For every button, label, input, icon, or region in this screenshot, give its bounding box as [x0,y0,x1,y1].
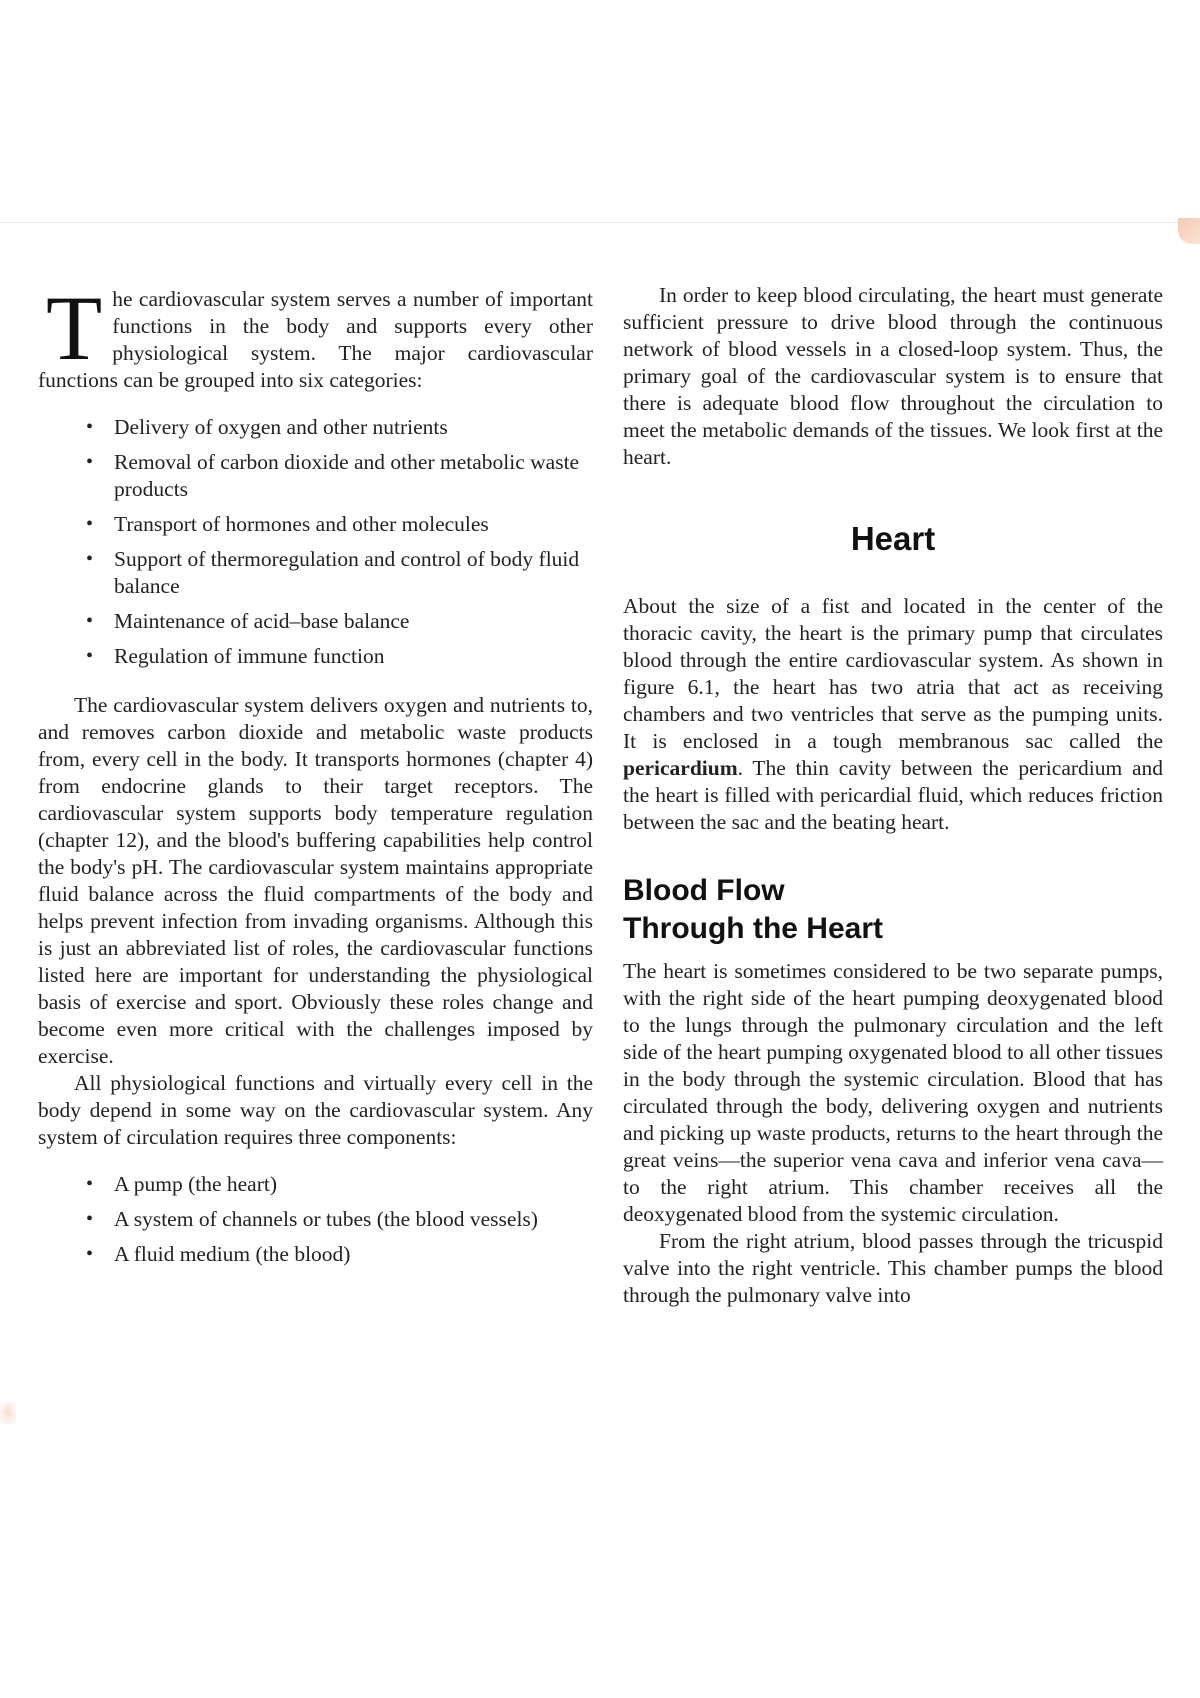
bullet-icon: • [86,548,94,570]
list-item [74,511,593,538]
components-list [38,1171,593,1268]
body-paragraph: From the right atrium, blood passes through the tricuspid valve into the right ventricle. This chamber pumps the blood through the pulmonary valve into [623,1229,1163,1307]
list-item-text: Regulation of immune function [114,644,385,668]
list-item-text: Maintenance of acid–base balance [114,609,410,633]
drop-cap: T [46,277,103,379]
functions-list [38,414,593,670]
list-item [74,546,593,600]
heart-text-after: . The thin cavity between the pericardium and the heart is filled with pericardial fluid, which reduces friction between the sac and the beating heart. [623,756,1163,834]
intro-text: he cardiovascular system serves a number of important functions in the body and supports every other physiological system. The major cardiovascular functions can be grouped into six categories: [38,287,593,392]
bullet-icon: • [86,610,94,632]
list-item [74,608,593,635]
list-item-text: Delivery of oxygen and other nutrients [114,415,448,439]
list-item-text: A fluid medium (the blood) [114,1242,351,1266]
list-item-text: Support of thermoregulation and control of body fluid balance [114,547,580,598]
list-item [74,1171,593,1198]
body-paragraph: In order to keep blood circulating, the heart must generate sufficient pressure to drive blood through the continuous network of blood vessels in a closed-loop system. Thus, the primary goal of the cardiovascular system is to ensure that there is adequate blood flow throughout the circulation to meet the metabolic demands of the tissues. We look first at the heart. [623,283,1163,469]
bullet-icon: • [86,451,94,473]
section-heading-heart: Heart [850,520,936,557]
page-edge-mark [0,1402,16,1424]
left-column [38,277,593,1290]
list-item [74,1206,593,1233]
bullet-icon: • [86,416,94,438]
list-item-text: Removal of carbon dioxide and other metabolic waste products [114,450,580,501]
heart-text-before: About the size of a fist and located in the center of the thoracic cavity, the heart is the primary pump that circulates blood through the entire cardiovascular system. As shown in figure 6.1, the heart has two atria that act as receiving chambers and two ventricles that serve as the pumping units. It is enclosed in a tough membranous sac called the [623,594,1163,753]
list-item [74,414,593,441]
bullet-icon: • [86,1208,94,1230]
intro-paragraph [38,277,593,394]
list-item [74,1241,593,1268]
bullet-icon: • [86,1173,94,1195]
right-column [623,282,1163,1309]
key-term: pericardium [623,756,738,780]
heading-line-1: Blood Flow [623,874,785,907]
section-heading-blood-flow [623,872,1163,948]
body-paragraph-heart [623,593,1163,836]
bullet-icon: • [86,1243,94,1265]
list-item [74,643,593,670]
page-top-margin [0,0,1200,223]
list-item [74,449,593,503]
body-paragraph: The cardiovascular system delivers oxygen and nutrients to, and removes carbon dioxide and metabolic waste products from, every cell in the body. It transports hormones (chapter 4) from endocrine glands to their target receptors. The cardiovascular system supports body temperature regulation (chapter 12), and the blood's buffering capabilities help control the body's pH. The cardiovascular system maintains appropriate fluid balance across the fluid compartments of the body and helps prevent infection from invading organisms. Although this is just an abbreviated list of roles, the cardiovascular functions listed here are important for understanding the physiological basis of exercise and sport. Obviously these roles change and become even more critical with the challenges imposed by exercise. [38,693,593,1068]
list-item-text: A pump (the heart) [114,1172,277,1196]
body-paragraph: The heart is sometimes considered to be two separate pumps, with the right side of the heart pumping deoxygenated blood to the lungs through the pulmonary circulation and the left side of the heart pumping oxygenated blood to all other tissues in the body through the systemic circulation. Blood that has circulated through the body, delivering oxygen and nutrients and picking up waste products, returns to the heart through the great veins—the superior vena cava and inferior vena cava—to the right atrium. This chamber receives all the deoxygenated blood from the systemic circulation. [623,959,1163,1226]
list-item-text: A system of channels or tubes (the blood vessels) [114,1207,538,1231]
heading-line-2: Through the Heart [623,912,883,945]
page-corner-mark [1178,218,1200,244]
bullet-icon: • [86,645,94,667]
list-item-text: Transport of hormones and other molecules [114,512,489,536]
bullet-icon: • [86,513,94,535]
body-paragraph: All physiological functions and virtually every cell in the body depend in some way on the cardiovascular system. Any system of circulation requires three components: [38,1071,593,1149]
